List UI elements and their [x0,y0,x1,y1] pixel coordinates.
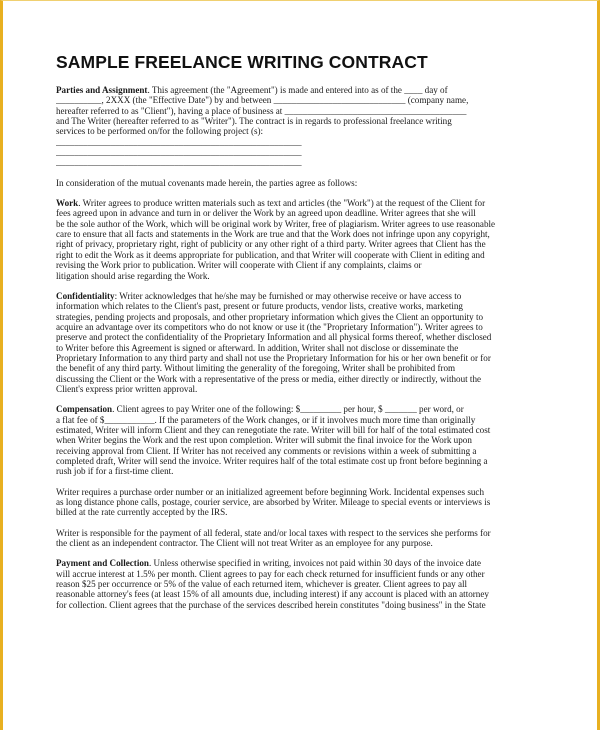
confidentiality-line-10: Client's express prior written approval. [56,383,198,394]
confidentiality-line-5: preserve and protect the confidentiality of the Proprietary Information and all physical forms thereof, whether disclosed [56,332,492,343]
confidentiality-heading: Confidentiality [56,290,115,301]
work-line-7: revising the Work prior to publication. Writer will cooperate with Client if any complaints, claims or [56,260,422,271]
compensation-line-1: Compensation. Client agrees to pay Writer one of the following: $_________ per hour, $ _______ per word, or [56,404,464,415]
parties-line-4: and The Writer (hereafter referred to as "Writer"). The contract is in regards to professional freelance writing [56,116,452,127]
payment-line-2: will accrue interest at 1.5% per month. Client agrees to pay for each check returned for insufficient funds or any other [56,568,485,579]
confidentiality-line-2: information which relates to the Client's past, present or future products, vendor lists, creative works, marketing [56,301,463,312]
payment-line-5: for collection. Client agrees that the purchase of the services described herein constitutes "doing business" in the State [56,599,486,610]
payment-line-1: Payment and Collection. Unless otherwise specified in writing, invoices not paid within 30 days of the invoice date [56,558,482,569]
compensation-line-6: completed draft, Writer will send the invoice. Writer requires half of the total estimate cost up front before beginning a [56,456,488,466]
compensation-heading: Compensation [56,404,113,415]
compensation-line-3: estimated, Writer will inform Client and they can renegotiate the rate. Writer will bill for half of the total estimated cost [56,424,491,435]
confidentiality-section [56,291,544,394]
work-line-1: Work. Writer agrees to produce written materials such as text and articles (the "Work") at the request of the Client for [56,198,486,209]
consideration-paragraph: In consideration of the mutual covenants made herein, the parties agree as follows: [56,177,358,188]
work-line-2: fees agreed upon in advance and turn in or deliver the Work by an agreed upon deadline. Writer agrees that she will [56,208,476,219]
confidentiality-line-8: the benefit of any third party. Without limiting the generality of the foregoing, Writer shall be prohibited from [56,363,456,374]
parties-section [56,85,544,168]
confidentiality-line-4: acquire an advantage over its competitors who do not know or use it (the "Proprietary Information"). Writer agrees to [56,321,483,332]
parties-line-3: hereafter referred to as "Client"), having a place of business at ________________________________________ [56,105,467,116]
confidentiality-line-7: Proprietary Information to any third party and shall not use the Proprietary Information for his or her own benefit or for [56,352,491,363]
project-blank-2: ______________________________________________________ [56,147,302,158]
taxes-line-2: the client as an independent contractor. The Client will not treat Writer as an employee for any purpose. [56,538,433,549]
payment-line-3: reason $25 per occurrence or 5% of the value of each returned item, whichever is greater. Client agrees to pay all [56,579,468,590]
work-line-4: care to ensure that all facts and statements in the Work are true and that the Work does not infringe upon any copyright, [56,229,490,240]
payment-line-4: reasonable attorney's fees (at least 15% of all amounts due, including interest) if any account is placed with an attorney [56,589,489,600]
confidentiality-line-3: strategies, pending projects and proposals, and other proprietary information which gives the Client an opportunity to [56,311,484,322]
purchase-order-paragraph [56,487,544,518]
confidentiality-line-9: discussing the Client or the Work with a representative of the press or media, either directly or indirectly, without the [56,373,482,384]
confidentiality-line-6: to Writer before this Agreement is signed or afterward. In addition, Writer shall not disclose or disseminate the [56,342,459,353]
taxes-paragraph [56,528,544,549]
document-title: SAMPLE FREELANCE WRITING CONTRACT [56,52,428,72]
compensation-line-2: a flat fee of $___________. If the parameters of the Work changes, or if it involves much more time than originally [56,414,476,425]
parties-line-2: __________, 2XXX (the "Effective Date") by and between _____________________________ (company name, [56,95,469,106]
work-line-8: litigation should arise regarding the Work. [56,270,210,281]
contract-document [56,52,544,619]
project-blank-3: ______________________________________________________ [56,157,302,168]
work-line-5: right of privacy, proprietary right, right of publicity or any other right of a third party. Writer agrees that Client has the [56,239,486,250]
parties-line-5: services to be performed on/for the following project (s): [56,126,264,137]
taxes-line-1: Writer is responsible for the payment of all federal, state and/or local taxes with respect to the services she performs for [56,527,491,538]
purchase-order-line-2: as long distance phone calls, postage, courier service, are absorbed by Writer. Mileage to special events or interviews is [56,497,491,508]
work-heading: Work [56,198,79,209]
work-line-3: be the sole author of the Work, which will be original work by Writer, free of plagiarism. Writer agrees to use reasonable [56,218,496,229]
compensation-line-5: receiving approval from Client. If Writer has not received any comments or revisions within a week of submitting a [56,445,477,456]
compensation-section [56,404,544,476]
parties-heading: Parties and Assignment [56,85,148,95]
purchase-order-line-1: Writer requires a purchase order number or an initialized agreement before beginning Work. Incidental expenses such [56,486,484,497]
confidentiality-line-1: Confidentiality: Writer acknowledges that he/she may be furnished or may otherwise receive or have access to [56,290,462,301]
compensation-line-7: rush job if for a first-time client. [56,466,174,477]
payment-section [56,558,544,610]
work-line-6: right to edit the Work as it deems appropriate for publication, and that Writer will cooperate with Client in editing and [56,249,485,260]
parties-line-1: Parties and Assignment. This agreement (the "Agreement") is made and entered into as of the ____ day of [56,85,448,95]
project-blank-1: ______________________________________________________ [56,136,302,147]
purchase-order-line-3: billed at the rate currently accepted by the IRS. [56,507,228,518]
work-section [56,198,544,281]
payment-heading: Payment and Collection [56,558,149,569]
compensation-line-4: when Writer begins the Work and the rest upon completion. Writer will submit the final invoice for the Work upon [56,435,472,446]
